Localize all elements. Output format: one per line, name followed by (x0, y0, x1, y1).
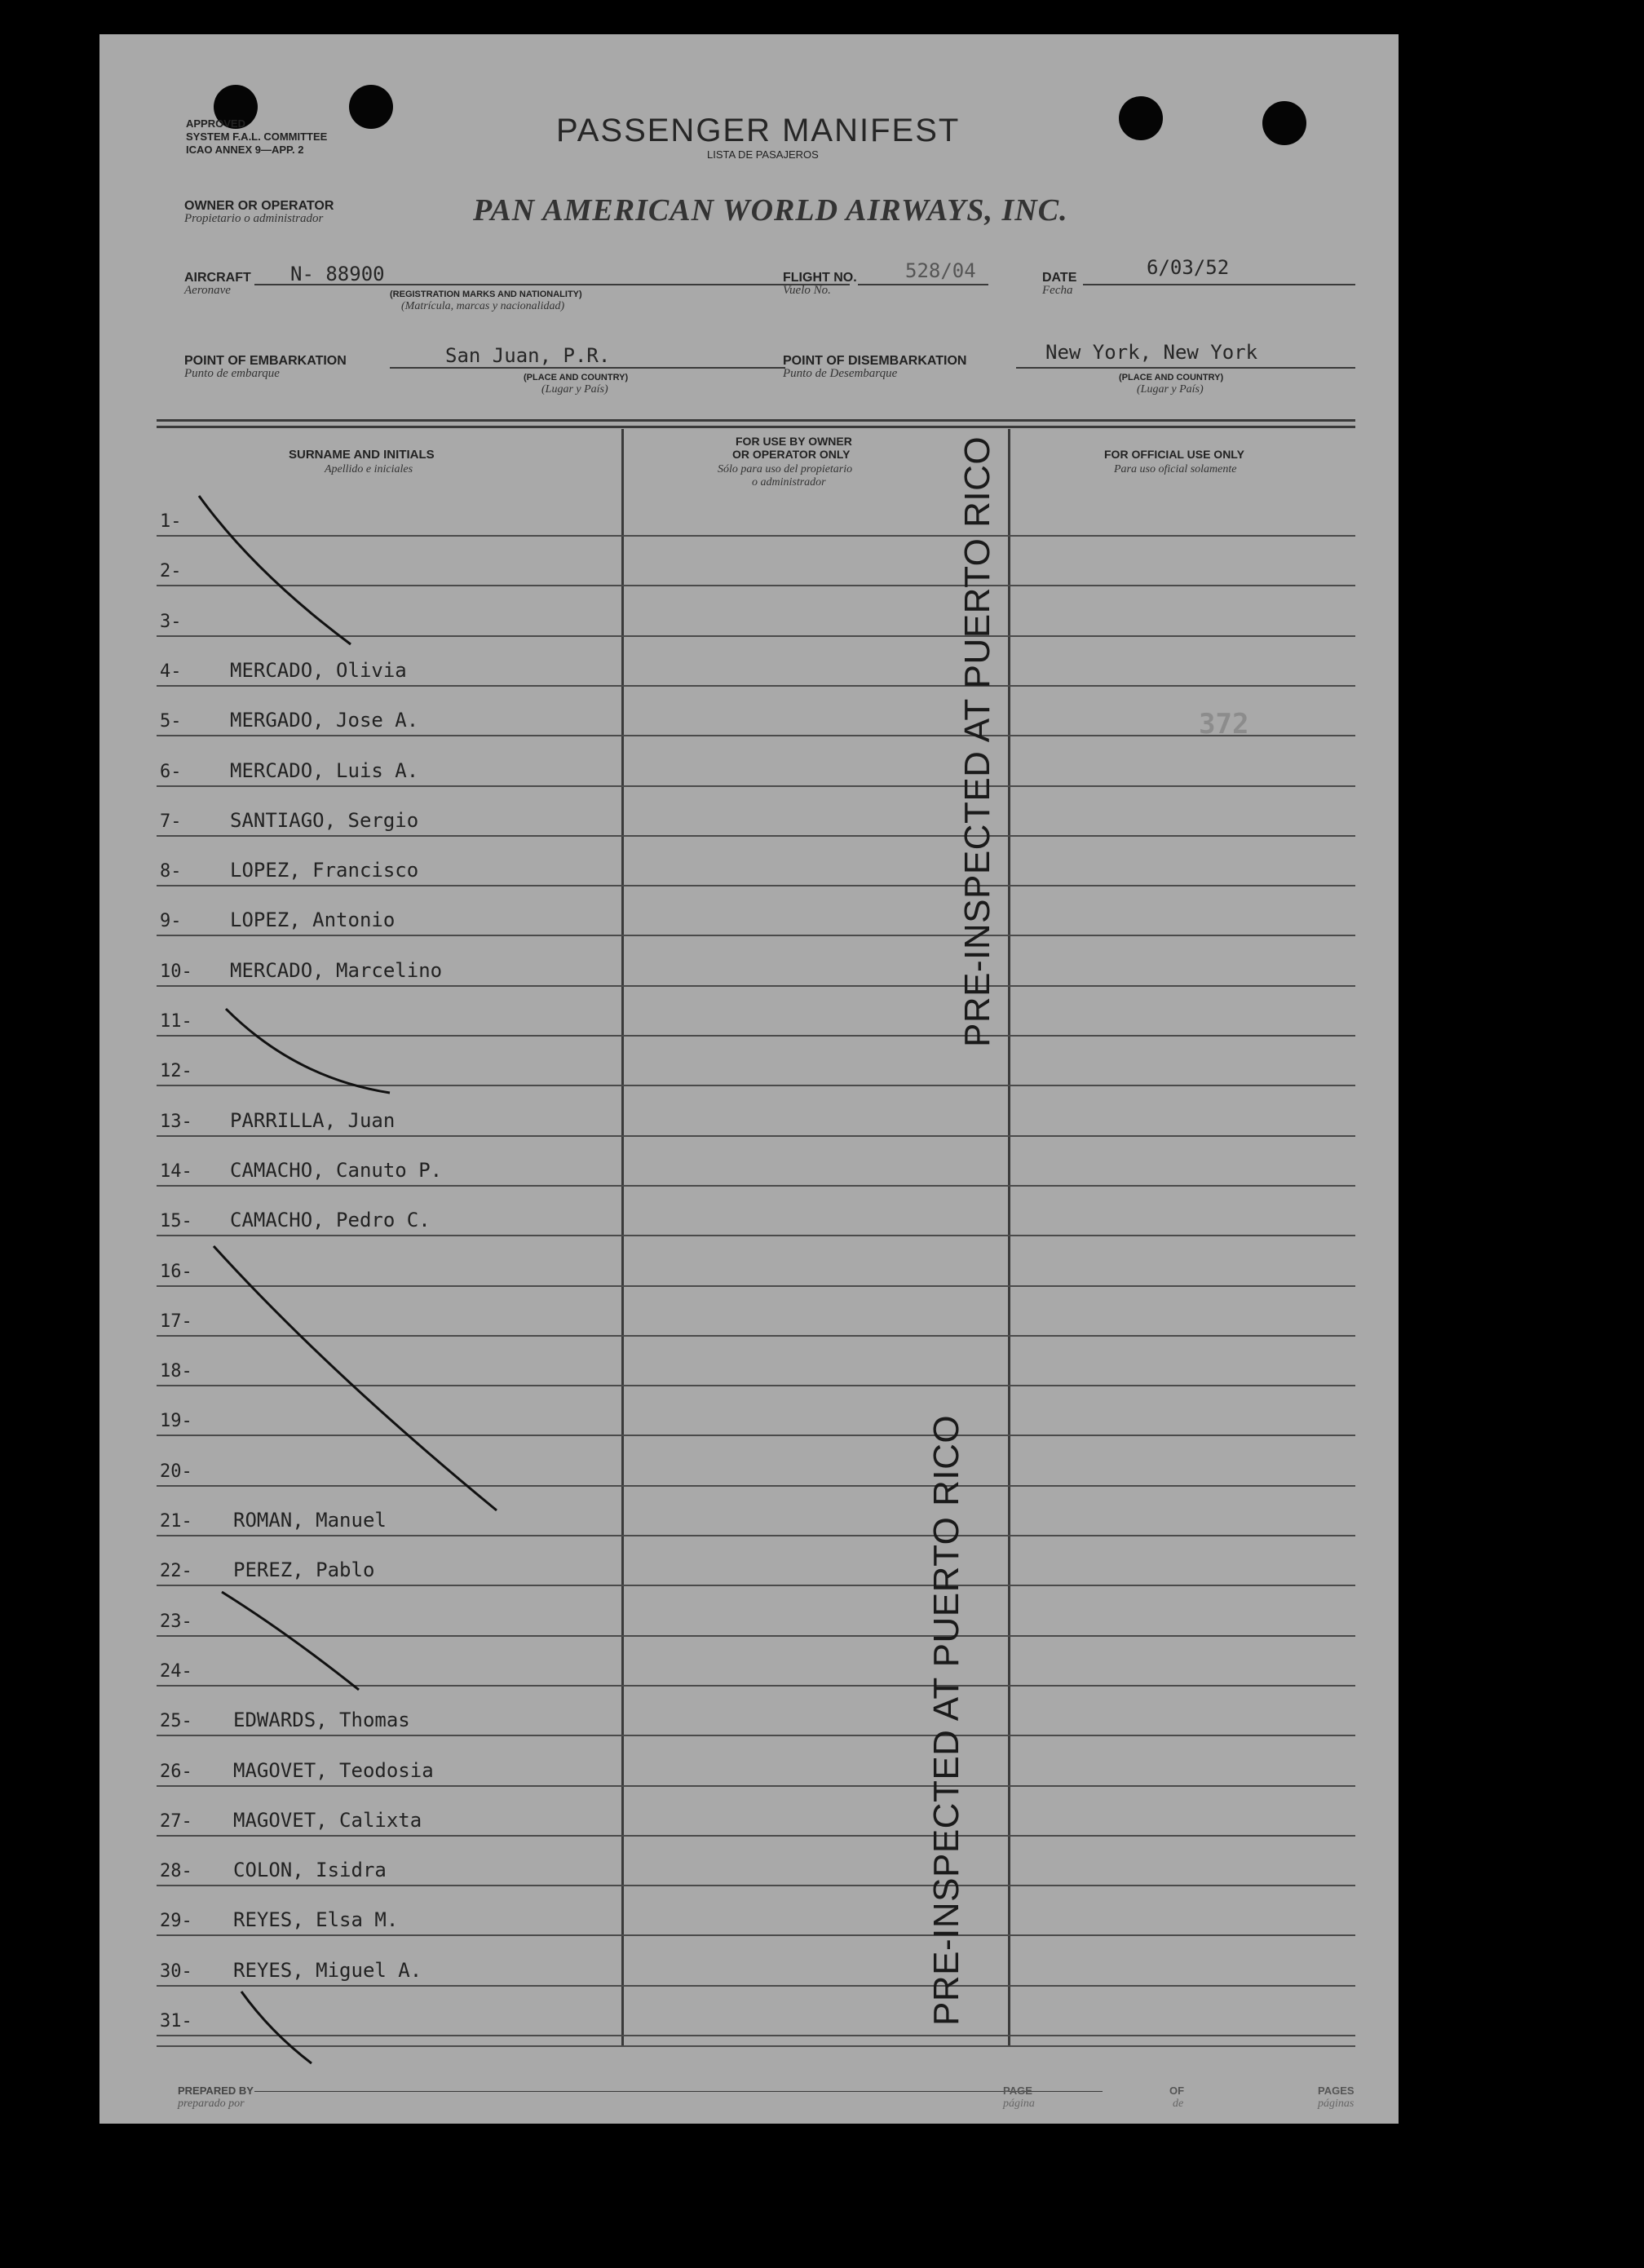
approval-line: APPROVED (186, 117, 245, 130)
row-number: 26- (160, 1762, 192, 1782)
passenger-name: MAGOVET, Calixta (233, 1809, 422, 1832)
row-number: 20- (160, 1461, 192, 1482)
disembark-label: POINT OF DISEMBARKATION (783, 354, 967, 368)
flight-label: FLIGHT NO. (783, 271, 857, 285)
column-header-surname-es: Apellido e iniciales (325, 463, 413, 475)
place-note: (PLACE AND COUNTRY) (1119, 373, 1224, 382)
disembark-label-es: Punto de Desembarque (783, 367, 898, 380)
passenger-name: MERCADO, Marcelino (230, 959, 443, 982)
row-number: 15- (160, 1211, 192, 1231)
aircraft-label: AIRCRAFT (184, 271, 251, 285)
column-header-owner: FOR USE BY OWNER (736, 435, 852, 448)
row-number: 6- (160, 762, 182, 782)
row-number: 13- (160, 1112, 192, 1132)
page-title: PASSENGER MANIFEST (556, 113, 961, 148)
row-number: 23- (160, 1611, 192, 1632)
row-number: 27- (160, 1811, 192, 1832)
strike-line (199, 496, 351, 644)
column-header-surname: SURNAME AND INITIALS (289, 448, 435, 462)
strike-line (214, 1246, 497, 1510)
row-number: 24- (160, 1661, 192, 1682)
date-value: 6/03/52 (1147, 256, 1230, 279)
place-note-es: (Lugar y País) (1137, 383, 1204, 396)
row-number: 28- (160, 1861, 192, 1881)
disembark-value: New York, New York (1045, 341, 1258, 364)
passenger-name: REYES, Miguel A. (233, 1959, 422, 1982)
date-label: DATE (1042, 271, 1077, 285)
passenger-name: MERCADO, Olivia (230, 659, 407, 682)
passenger-name: SANTIAGO, Sergio (230, 809, 419, 832)
row-number: 22- (160, 1561, 192, 1581)
embark-value: San Juan, P.R. (445, 344, 611, 367)
preinspection-stamp: PRE-INSPECTED AT PUERTO RICO (957, 435, 997, 1047)
page-label-es: página (1003, 2098, 1035, 2110)
cancel-strikes (99, 34, 1399, 2124)
column-header-official-es: Para uso oficial solamente (1114, 463, 1237, 475)
strike-line (241, 1992, 312, 2063)
row-number: 16- (160, 1262, 192, 1282)
registration-note: (REGISTRATION MARKS AND NATIONALITY) (390, 290, 582, 299)
pages-label-es: páginas (1318, 2098, 1355, 2110)
column-header-official: FOR OFFICIAL USE ONLY (1104, 448, 1244, 461)
place-note: (PLACE AND COUNTRY) (524, 373, 629, 382)
aircraft-label-es: Aeronave (184, 284, 231, 297)
row-number: 31- (160, 2011, 192, 2031)
row-number: 29- (160, 1911, 192, 1931)
of-label-es: de (1173, 2098, 1184, 2110)
operator-name: PAN AMERICAN WORLD AIRWAYS, INC. (473, 193, 1068, 228)
row-number: 4- (160, 661, 182, 682)
passenger-name: CAMACHO, Pedro C. (230, 1209, 431, 1231)
aircraft-value: N- 88900 (290, 263, 385, 285)
passenger-name: ROMAN, Manuel (233, 1509, 387, 1532)
of-label: OF (1169, 2085, 1185, 2097)
passenger-name: PEREZ, Pablo (233, 1558, 375, 1581)
flight-value: 528/04 (905, 259, 976, 282)
column-header-owner: OR OPERATOR ONLY (732, 448, 851, 461)
passenger-name: EDWARDS, Thomas (233, 1709, 410, 1731)
official-number: 372 (1199, 708, 1249, 741)
passenger-name: PARRILLA, Juan (230, 1109, 396, 1132)
embark-label-es: Punto de embarque (184, 367, 280, 380)
place-note-es: (Lugar y País) (541, 383, 608, 396)
flight-label-es: Vuelo No. (783, 284, 831, 297)
row-number: 30- (160, 1961, 192, 1982)
page-subtitle: LISTA DE PASAJEROS (707, 148, 819, 161)
row-number: 12- (160, 1061, 192, 1081)
owner-label: OWNER OR OPERATOR (184, 199, 334, 213)
strike-line (226, 1009, 390, 1093)
prepared-label-es: preparado por (178, 2098, 245, 2110)
date-label-es: Fecha (1042, 284, 1073, 297)
approval-line: ICAO ANNEX 9—APP. 2 (186, 144, 304, 156)
row-number: 7- (160, 811, 182, 832)
passenger-name: MAGOVET, Teodosia (233, 1759, 434, 1782)
row-number: 25- (160, 1711, 192, 1731)
row-number: 14- (160, 1161, 192, 1182)
row-number: 9- (160, 911, 182, 931)
embark-label: POINT OF EMBARKATION (184, 354, 347, 368)
preinspection-stamp: PRE-INSPECTED AT PUERTO RICO (926, 1414, 966, 2026)
passenger-name: MERGADO, Jose A. (230, 709, 419, 732)
passenger-name: CAMACHO, Canuto P. (230, 1159, 443, 1182)
row-number: 17- (160, 1311, 192, 1332)
column-header-owner-es: o administrador (752, 476, 826, 489)
strike-line (222, 1592, 359, 1690)
owner-label-es: Propietario o administrador (184, 212, 324, 225)
row-number: 10- (160, 962, 192, 982)
passenger-name: LOPEZ, Francisco (230, 859, 419, 882)
manifest-sheet (99, 34, 1399, 2124)
registration-note-es: (Matrícula, marcas y nacionalidad) (401, 300, 565, 312)
row-number: 18- (160, 1361, 192, 1382)
row-number: 1- (160, 511, 182, 532)
row-number: 19- (160, 1411, 192, 1431)
row-number: 21- (160, 1511, 192, 1532)
passenger-name: COLON, Isidra (233, 1859, 387, 1881)
row-number: 5- (160, 711, 182, 732)
passenger-name: MERCADO, Luis A. (230, 759, 419, 782)
prepared-label: PREPARED BY (178, 2085, 254, 2097)
passenger-name: LOPEZ, Antonio (230, 909, 396, 931)
row-number: 8- (160, 861, 182, 882)
row-number: 3- (160, 612, 182, 632)
prepared-underline (254, 2091, 1103, 2092)
approval-line: SYSTEM F.A.L. COMMITTEE (186, 130, 328, 143)
page-label: PAGE (1003, 2085, 1032, 2097)
row-number: 11- (160, 1011, 192, 1032)
row-number: 2- (160, 561, 182, 581)
passenger-name: REYES, Elsa M. (233, 1908, 399, 1931)
column-header-owner-es: Sólo para uso del propietario (718, 463, 853, 475)
pages-label: PAGES (1318, 2085, 1355, 2097)
